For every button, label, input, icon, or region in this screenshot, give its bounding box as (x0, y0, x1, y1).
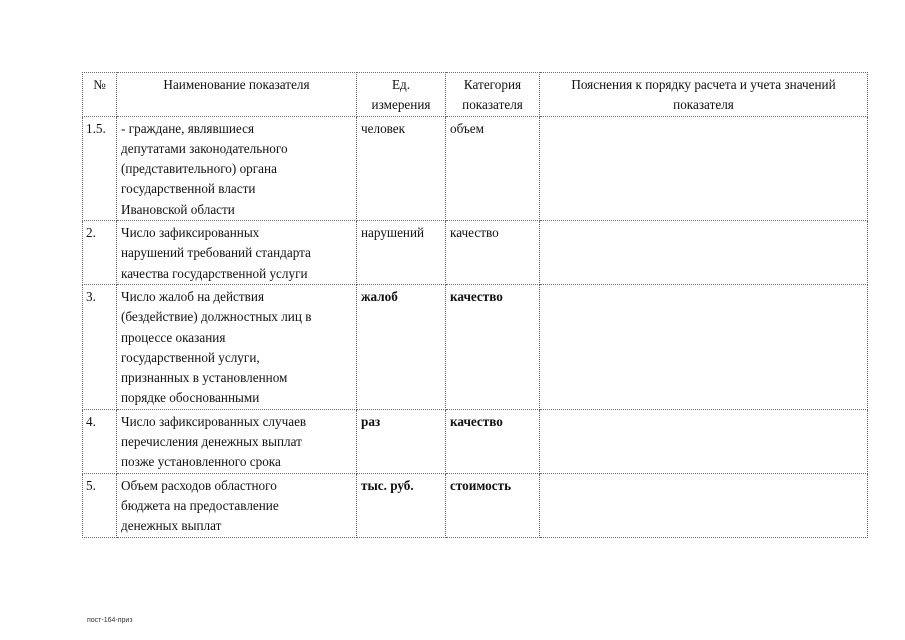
row-category: объем (446, 116, 540, 220)
row-num: 1.5. (83, 116, 117, 220)
row-name (117, 409, 357, 473)
row-name-line: Ивановской области (121, 201, 235, 217)
row-unit: нарушений (357, 221, 446, 285)
row-explanation (540, 473, 868, 537)
header-explanation-line-1: Пояснения к порядку расчета и учета значений (571, 77, 836, 92)
header-unit (357, 73, 446, 117)
header-category-line-2: показателя (462, 97, 523, 113)
row-explanation (540, 116, 868, 220)
header-category-line-1: Категория (463, 77, 522, 92)
indicator-table (82, 72, 868, 538)
header-name: Наименование показателя (117, 73, 357, 117)
row-name-line: денежных выплат (121, 518, 222, 534)
table-row (83, 116, 868, 220)
row-name (117, 221, 357, 285)
row-num: 4. (83, 409, 117, 473)
table-row (83, 409, 868, 473)
row-name-line: качества государственной услуги (121, 265, 308, 281)
row-unit: тыс. руб. (357, 473, 446, 537)
row-num: 5. (83, 473, 117, 537)
row-explanation (540, 409, 868, 473)
table-row (83, 473, 868, 537)
row-category: качество (446, 409, 540, 473)
row-name (117, 116, 357, 220)
row-name-line: процессе оказания (121, 329, 226, 345)
row-category: качество (446, 284, 540, 409)
row-unit: жалоб (357, 284, 446, 409)
row-name-line: (бездействие) должностных лиц в (121, 309, 312, 325)
row-name-line: нарушений требований стандарта (121, 245, 311, 261)
row-name-line: (представительного) органа (121, 161, 277, 177)
row-name-line: Число жалоб на действия (121, 288, 265, 304)
row-name (117, 284, 357, 409)
row-unit: раз (357, 409, 446, 473)
row-num: 3. (83, 284, 117, 409)
row-name-line: признанных в установленном (121, 370, 288, 386)
table-header-row (83, 73, 868, 117)
row-name-line: - граждане, являвшиеся (121, 120, 255, 136)
header-unit-line-1: Ед. (391, 77, 411, 92)
row-name-line: перечисления денежных выплат (121, 434, 302, 450)
header-unit-line-2: измерения (371, 97, 431, 113)
row-name-line: Объем расходов областного (121, 477, 277, 493)
row-name (117, 473, 357, 537)
row-explanation (540, 284, 868, 409)
row-name-line: депутатами законодательного (121, 140, 288, 156)
table-row (83, 221, 868, 285)
row-name-line: бюджета на предоставление (121, 497, 279, 513)
header-category (446, 73, 540, 117)
row-explanation (540, 221, 868, 285)
row-name-line: позже установленного срока (121, 454, 281, 470)
header-explanation-line-2: показателя (673, 97, 734, 113)
row-category: стоимость (446, 473, 540, 537)
row-unit: человек (357, 116, 446, 220)
table-row (83, 284, 868, 409)
header-num: № (83, 73, 117, 117)
row-category: качество (446, 221, 540, 285)
row-num: 2. (83, 221, 117, 285)
row-name-line: государственной услуги, (121, 349, 260, 365)
row-name-line: Число зафиксированных случаев (121, 413, 307, 429)
header-explanation (540, 73, 868, 117)
footer-code: пост-164-приз (87, 617, 133, 624)
row-name-line: государственной власти (121, 181, 256, 197)
row-name-line: порядке обоснованными (121, 390, 260, 406)
indicator-table-container (82, 72, 868, 538)
row-name-line: Число зафиксированных (121, 225, 260, 241)
